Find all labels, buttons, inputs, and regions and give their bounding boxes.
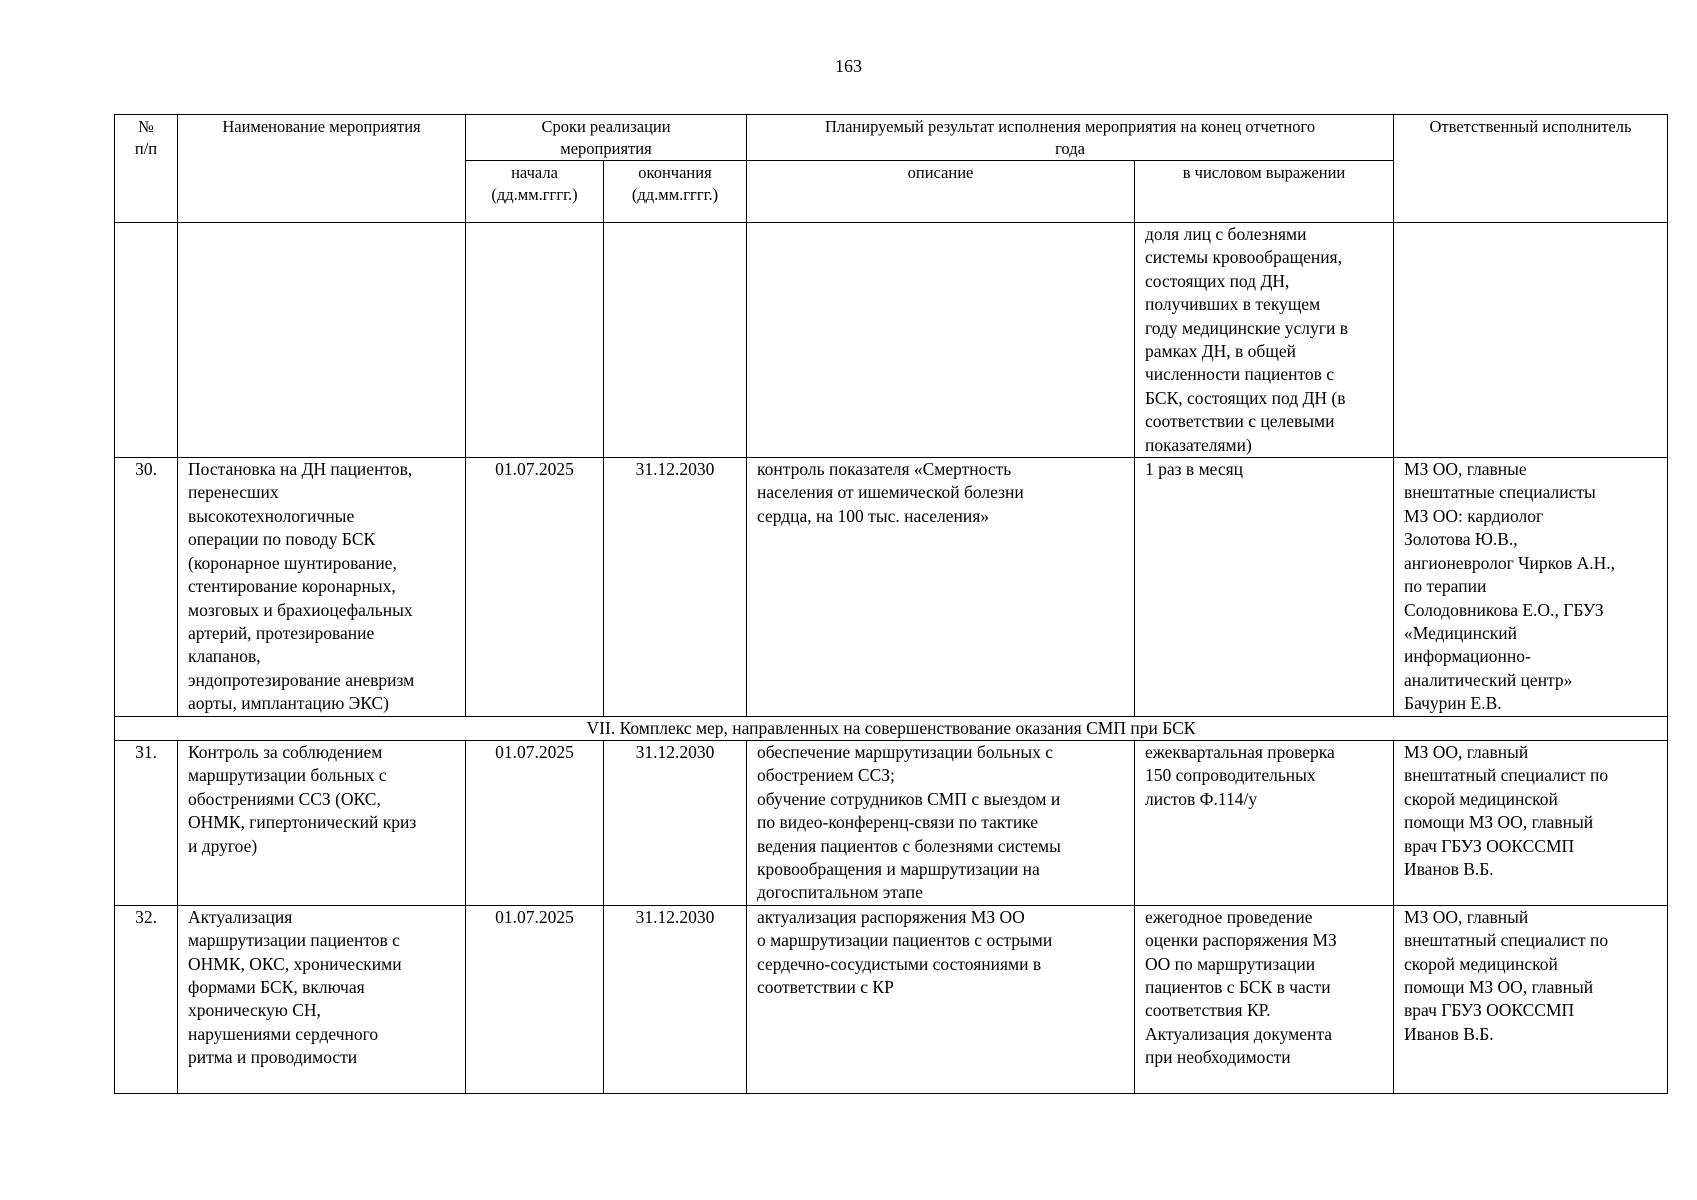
table-row — [115, 458, 1668, 716]
cell-responsible: МЗ ОО, главные внештатные специалисты МЗ ОО: кардиолог Золотова Ю.В., ангионевролог Чирков А.Н., по терапии Солодовникова Е.О., ГБУЗ «Медицинский информационно- аналитический центр» Бачурин Е.В. — [1394, 458, 1668, 716]
table-header-row — [115, 115, 1668, 161]
cell-numeric: доля лиц с болезнями системы кровообращения, состоящих под ДН, получивших в текущем году медицинские услуги в рамках ДН, в общей численности пациентов с БСК, состоящих под ДН (в соответствии с целевыми показателями) — [1135, 223, 1394, 458]
cell-name: Постановка на ДН пациентов, перенесших высокотехнологичные операции по поводу БСК (коронарное шунтирование, стентирование коронарных, мозговых и брахиоцефальных артерий, протезирование клапанов, эндопротезирование аневризм аорты, имплантацию ЭКС) — [178, 458, 466, 716]
cell-end — [604, 223, 747, 458]
cell-number — [115, 223, 178, 458]
cell-end: 31.12.2030 — [604, 905, 747, 1093]
cell-end: 31.12.2030 — [604, 740, 747, 905]
cell-number: 32. — [115, 905, 178, 1093]
header-description: описание — [747, 161, 1135, 223]
cell-description: контроль показателя «Смертность населения от ишемической болезни сердца, на 100 тыс. населения» — [747, 458, 1135, 716]
measures-table — [114, 114, 1668, 1094]
cell-name: Актуализация маршрутизации пациентов с ОНМК, ОКС, хроническими формами БСК, включая хроническую СН, нарушениями сердечного ритма и проводимости — [178, 905, 466, 1093]
section-title: VII. Комплекс мер, направленных на совершенствование оказания СМП при БСК — [115, 716, 1668, 740]
table-row-continuation — [115, 223, 1668, 458]
cell-start — [466, 223, 604, 458]
cell-description — [747, 223, 1135, 458]
cell-numeric: ежеквартальная проверка 150 сопроводительных листов Ф.114/у — [1135, 740, 1394, 905]
table-row — [115, 905, 1668, 1093]
header-end-date: окончания (дд.мм.гггг.) — [604, 161, 747, 223]
cell-description: актуализация распоряжения МЗ ОО о маршрутизации пациентов с острыми сердечно-сосудистыми состояниями в соответствии с КР — [747, 905, 1135, 1093]
cell-responsible: МЗ ОО, главный внештатный специалист по скорой медицинской помощи МЗ ОО, главный врач ГБУЗ ООКССМП Иванов В.Б. — [1394, 905, 1668, 1093]
cell-numeric: ежегодное проведение оценки распоряжения МЗ ОО по маршрутизации пациентов с БСК в части соответствия КР. Актуализация документа при необходимости — [1135, 905, 1394, 1093]
cell-name: Контроль за соблюдением маршрутизации больных с обострениями ССЗ (ОКС, ОНМК, гипертонический криз и другое) — [178, 740, 466, 905]
page-number: 163 — [835, 56, 862, 76]
section-row — [115, 716, 1668, 740]
cell-responsible — [1394, 223, 1668, 458]
cell-numeric: 1 раз в месяц — [1135, 458, 1394, 716]
cell-end: 31.12.2030 — [604, 458, 747, 716]
header-planned-result: Планируемый результат исполнения мероприятия на конец отчетного года — [747, 115, 1394, 161]
cell-number: 30. — [115, 458, 178, 716]
header-number: № п/п — [115, 115, 178, 223]
header-numeric: в числовом выражении — [1135, 161, 1394, 223]
table-row — [115, 740, 1668, 905]
header-start-date: начала (дд.мм.гггг.) — [466, 161, 604, 223]
cell-start: 01.07.2025 — [466, 458, 604, 716]
cell-number: 31. — [115, 740, 178, 905]
cell-responsible: МЗ ОО, главный внештатный специалист по скорой медицинской помощи МЗ ОО, главный врач ГБУЗ ООКССМП Иванов В.Б. — [1394, 740, 1668, 905]
header-terms: Сроки реализации мероприятия — [466, 115, 747, 161]
cell-description: обеспечение маршрутизации больных с обострением ССЗ; обучение сотрудников СМП с выездом и по видео-конференц-связи по тактике ведения пациентов с болезнями системы кровообращения и маршрутизации на догоспитальном этапе — [747, 740, 1135, 905]
cell-name — [178, 223, 466, 458]
cell-start: 01.07.2025 — [466, 905, 604, 1093]
header-measure-name: Наименование мероприятия — [178, 115, 466, 223]
cell-start: 01.07.2025 — [466, 740, 604, 905]
header-responsible: Ответственный исполнитель — [1394, 115, 1668, 223]
